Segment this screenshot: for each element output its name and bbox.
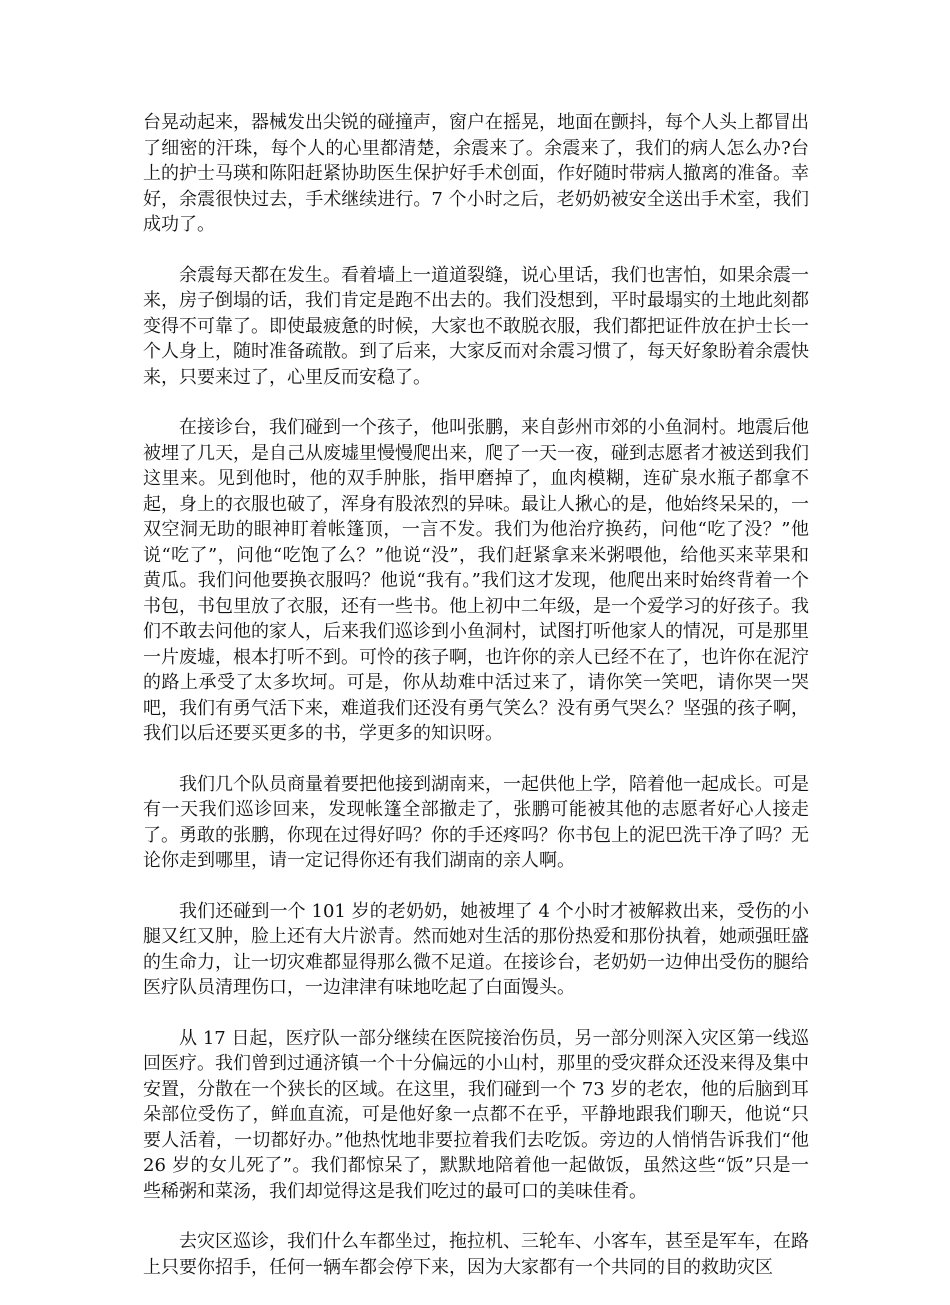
paragraph-6: 从 17 日起，医疗队一部分继续在医院接治伤员，另一部分则深入灾区第一线巡回医疗。我们曾到过通济镇一个十分偏远的小山村，那里的受灾群众还没来得及集中安置，分散在一个狭长的区域。在这里，我们碰到一个 73 岁的老农，他的后脑到耳朵部位受伤了，鲜血直流，可是他好象一点都不在乎，平静地跟我们聊天，他说“只要人活着，一切都好办。”他热忱地非要拉着我们去吃饭。旁边的人悄悄告诉我们“他 26 岁的女儿死了”。我们都惊呆了，默默地陪着他一起做饭，虽然这些“饭”只是一些稀粥和菜汤，我们却觉得这是我们吃过的最可口的美味佳肴。	[143, 1027, 809, 1202]
paragraph-7: 去灾区巡诊，我们什么车都坐过，拖拉机、三轮车、小客车，甚至是军车，在路上只要你招手，任何一辆车都会停下来，因为大家都有一个共同的目的救助灾区	[143, 1231, 809, 1278]
paragraph-3: 在接诊台，我们碰到一个孩子，他叫张鹏，来自彭州市郊的小鱼洞村。地震后他被埋了几天，是自己从废墟里慢慢爬出来，爬了一天一夜，碰到志愿者才被送到我们这里来。见到他时，他的双手肿胀，指甲磨掉了，血肉模糊，连矿泉水瓶子都拿不起，身上的衣服也破了，浑身有股浓烈的异味。最让人揪心的是，他始终呆呆的，一双空洞无助的眼神盯着帐篷顶，一言不发。我们为他治疗换药，问他“吃了没？”他说“吃了”，问他“吃饱了么？”他说“没”，我们赶紧拿来米粥喂他，给他买来苹果和黄瓜。我们问他要换衣服吗？他说“我有。”我们这才发现，他爬出来时始终背着一个书包，书包里放了衣服，还有一些书。他上初中二年级，是一个爱学习的好孩子。我们不敢去问他的家人，后来我们巡诊到小鱼洞村，试图打听他家人的情况，可是那里一片废墟，根本打听不到。可怜的孩子啊，也许你的亲人已经不在了，也许你在泥泞的路上承受了太多坎坷。可是，你从劫难中活过来了，请你笑一笑吧，请你哭一哭吧，我们有勇气活下来，难道我们还没有勇气笑么？没有勇气哭么？坚强的孩子啊，我们以后还要买更多的书，学更多的知识呀。	[143, 417, 809, 744]
document-body	[143, 110, 809, 1305]
paragraph-2: 余震每天都在发生。看着墙上一道道裂缝，说心里话，我们也害怕，如果余震一来，房子倒塌的话，我们肯定是跑不出去的。我们没想到，平时最塌实的土地此刻都变得不可靠了。即使最疲惫的时候，大家也不敢脱衣服，我们都把证件放在护士长一个人身上，随时准备疏散。到了后来，大家反而对余震习惯了，每天好象盼着余震快来，只要来过了，心里反而安稳了。	[143, 264, 809, 388]
paragraph-1: 台晃动起来，器械发出尖锐的碰撞声，窗户在摇晃，地面在颤抖，每个人头上都冒出了细密的汗珠，每个人的心里都清楚，余震来了。余震来了，我们的病人怎么办?台上的护士马瑛和陈阳赶紧协助医生保护好手术创面，作好随时带病人撤离的准备。幸好，余震很快过去，手术继续进行。7 个小时之后，老奶奶被安全送出手术室，我们成功了。	[143, 112, 809, 235]
paragraph-5: 我们还碰到一个 101 岁的老奶奶，她被埋了 4 个小时才被解救出来，受伤的小腿又红又肿，脸上还有大片淤青。然而她对生活的那份热爱和那份执着，她顽强旺盛的生命力，让一切灾难都显得那么微不足道。在接诊台，老奶奶一边伸出受伤的腿给医疗队员清理伤口，一边津津有味地吃起了白面馒头。	[143, 900, 809, 998]
paragraph-4: 我们几个队员商量着要把他接到湖南来，一起供他上学，陪着他一起成长。可是有一天我们巡诊回来，发现帐篷全部撤走了，张鹏可能被其他的志愿者好心人接走了。勇敢的张鹏，你现在过得好吗？你的手还疼吗？你书包上的泥巴洗干净了吗？无论你走到哪里，请一定记得你还有我们湖南的亲人啊。	[143, 773, 809, 871]
